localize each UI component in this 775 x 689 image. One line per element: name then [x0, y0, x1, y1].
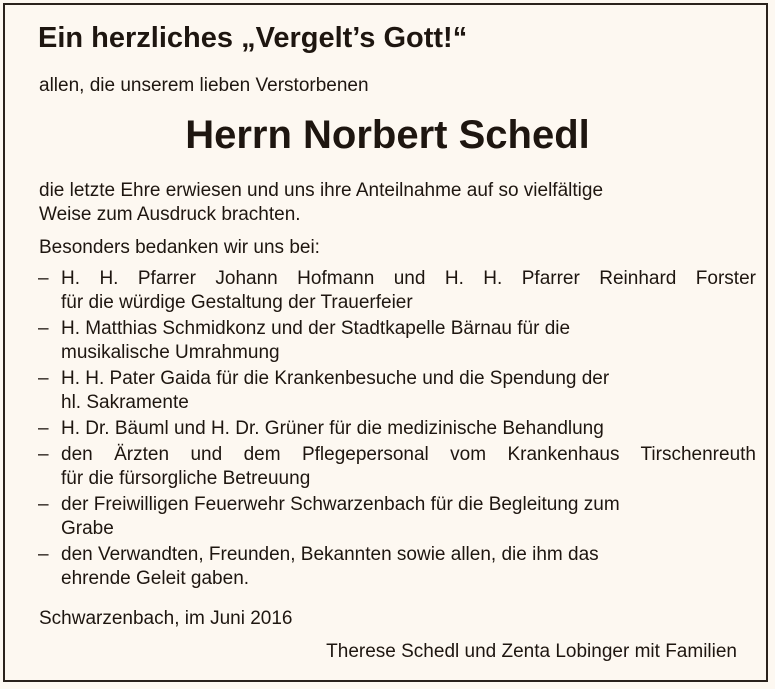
thanks-list: [36, 267, 756, 593]
thanks-item-line: H. Matthias Schmidkonz und der Stadtkapelle Bärnau für die: [61, 318, 571, 339]
thanks-item-line: Grabe: [61, 518, 114, 539]
dash-bullet: –: [38, 268, 49, 289]
thanks-item: [36, 543, 756, 591]
signature: Therese Schedl und Zenta Lobinger mit Familien: [326, 641, 737, 662]
dash-bullet: –: [38, 318, 49, 339]
thanks-item: [36, 443, 756, 491]
intro-text: allen, die unserem lieben Verstorbenen: [39, 75, 369, 96]
thanks-item-line: H. Dr. Bäuml und H. Dr. Grüner für die medizinische Behandlung: [61, 418, 604, 439]
thanks-item-line: ehrende Geleit gaben.: [61, 568, 250, 589]
thanks-item-line: der Freiwilligen Feuerwehr Schwarzenbach für die Begleitung zum: [61, 494, 620, 515]
notice-heading: Ein herzliches „Vergelt’s Gott!“: [38, 22, 468, 54]
thanks-item-line: den Ärzten und dem Pflegepersonal vom Krankenhaus Tirschenreuth: [61, 444, 756, 465]
dash-bullet: –: [38, 444, 49, 465]
thanks-item-line: den Verwandten, Freunden, Bekannten sowie allen, die ihm das: [61, 544, 599, 565]
body-line: Weise zum Ausdruck brachten.: [39, 204, 301, 225]
thanks-item: [36, 317, 756, 365]
thanks-intro: Besonders bedanken wir uns bei:: [39, 237, 320, 258]
thanks-item: [36, 367, 756, 415]
thanks-item-line: für die fürsorgliche Betreuung: [61, 468, 311, 489]
dash-bullet: –: [38, 494, 49, 515]
dash-bullet: –: [38, 544, 49, 565]
thanks-item-line: H. H. Pater Gaida für die Krankenbesuche und die Spendung der: [61, 368, 610, 389]
dash-bullet: –: [38, 418, 49, 439]
thanks-item-line: für die würdige Gestaltung der Trauerfeier: [61, 292, 413, 313]
body-text: [39, 179, 603, 227]
thanks-item-line: hl. Sakramente: [61, 392, 189, 413]
body-line: die letzte Ehre erwiesen und uns ihre Anteilnahme auf so vielfältige: [39, 180, 604, 201]
thanks-item: [36, 267, 756, 315]
thanks-item-line: H. H. Pfarrer Johann Hofmann und H. H. Pfarrer Reinhard Forster: [61, 268, 756, 289]
thanks-item: [36, 493, 756, 541]
dash-bullet: –: [38, 368, 49, 389]
thanks-item: [36, 417, 756, 441]
deceased-name: Herrn Norbert Schedl: [185, 113, 590, 157]
thanks-item-line: musikalische Umrahmung: [61, 342, 280, 363]
place-date: Schwarzenbach, im Juni 2016: [39, 608, 293, 629]
